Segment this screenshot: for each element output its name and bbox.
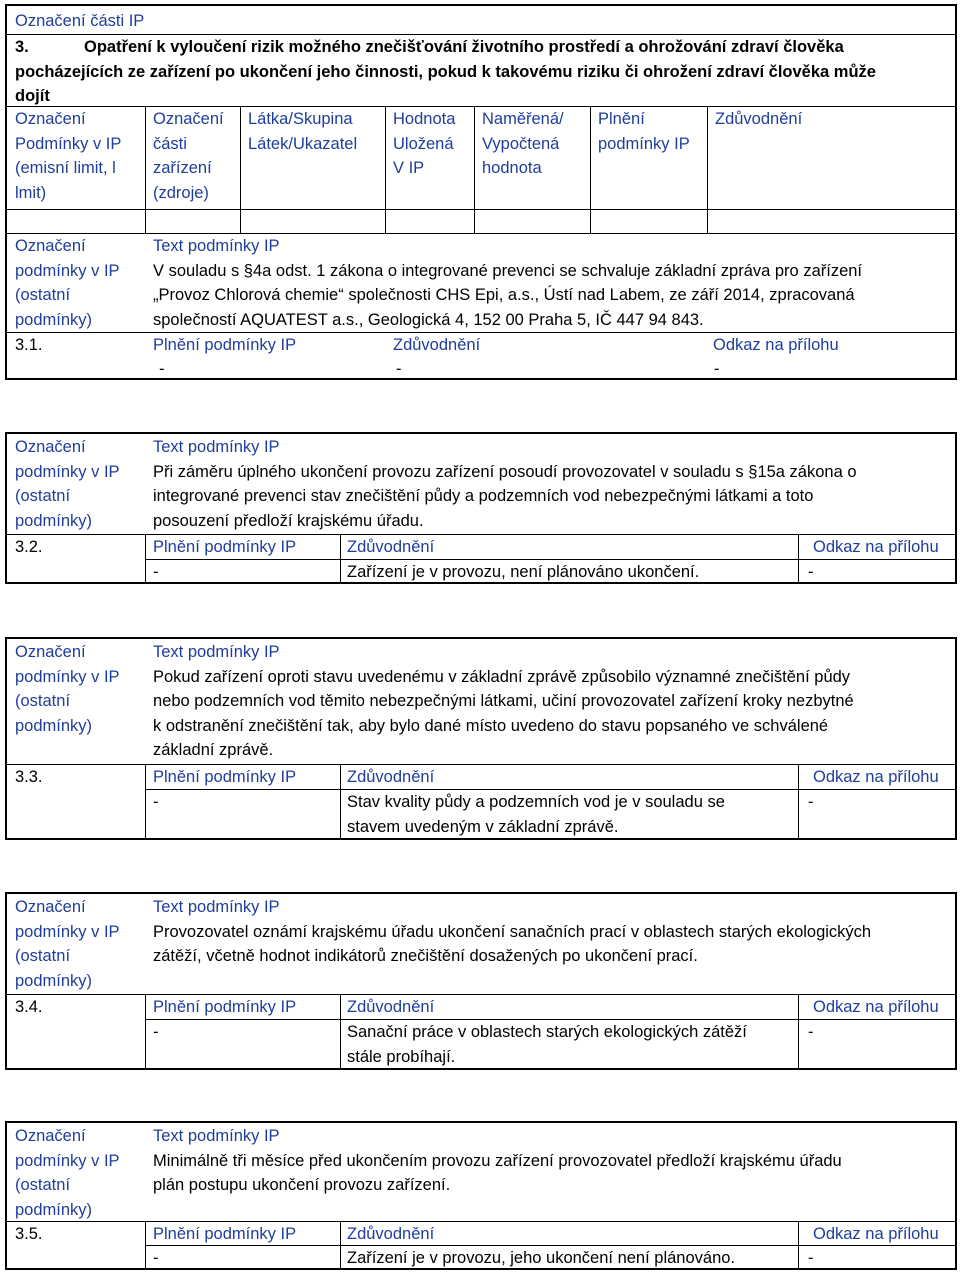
fulfillment-value: - [159,360,165,378]
section-label: Označení části IP [15,12,145,30]
text-line: společností AQUATEST a.s., Geologická 4, 152 00 Praha 5, IČ 447 94 843. [153,310,704,329]
fulfillment-label: Plnění podmínky IP [153,768,297,786]
text-line: V souladu s §4a odst. 1 zákona o integrované prevenci se schvaluje základní zpráva pro zařízení [153,261,863,280]
attachment-value: - [714,360,720,378]
col-line: Označení [153,110,224,128]
col-line: Naměřená/ [482,110,564,128]
text-line: zátěží, včetně hodnot indikátorů znečištění dosažených po ukončení prací. [153,947,698,965]
section-3-table [5,4,957,380]
text-line: posouzení předloží krajskému úřadu. [153,511,424,530]
col-header-value [393,107,455,181]
condition-label [15,435,120,533]
justification-label: Zdůvodnění [347,998,435,1016]
fulfillment-label: Plnění podmínky IP [153,1225,297,1243]
condition-text [153,234,862,332]
heading-line: Opatření k vyloučení rizik možného znečišťování životního prostředí a ohrožování zdraví člověka [84,38,844,56]
label-line: Označení [15,898,86,916]
col-line: Zdůvodnění [715,110,803,128]
col-line: Látek/Ukazatel [248,134,358,153]
col-line: zařízení [153,159,212,177]
condition-number: 3.3. [15,768,43,786]
fulfillment-value: - [153,1023,159,1041]
fulfillment-value: - [153,793,159,811]
col-header-part [153,107,224,205]
attachment-value: - [808,1023,814,1041]
label-line: podmínky v IP [15,1151,120,1170]
condition-text [153,1124,842,1198]
justification-value [347,790,725,839]
fulfillment-label: Plnění podmínky IP [153,998,297,1016]
text-header: Text podmínky IP [153,1127,280,1145]
label-line: podmínky v IP [15,667,120,686]
fulfillment-value: - [153,1249,159,1267]
attachment-value: - [808,1249,814,1267]
condition-label [15,1124,120,1222]
section-heading [15,35,945,109]
justification-label: Zdůvodnění [393,336,481,354]
label-line: Označení [15,237,86,255]
text-line: plán postupu ukončení provozu zařízení. [153,1176,451,1194]
col-header-fulfillment [598,107,690,156]
col-header-condition [15,107,121,205]
justification-line: stavem uvedeným v základní zprávě. [347,817,619,836]
condition-label [15,640,120,738]
label-line: (ostatní [15,487,71,505]
label-line: (ostatní [15,286,71,304]
text-line: Minimálně tři měsíce před ukončením provozu zařízení provozovatel předloží krajskému úřadu [153,1151,842,1170]
attachment-label: Odkaz na přílohu [813,998,939,1016]
condition-text [153,895,871,969]
condition-3-2 [5,432,957,584]
text-line: Při záměru úplného ukončení provozu zařízení posoudí provozovatel v souladu s §15a zákona o [153,462,857,481]
label-line: Označení [15,643,86,661]
col-line: V IP [393,159,425,177]
condition-3-4 [5,892,957,1070]
label-line: podmínky v IP [15,261,120,280]
condition-label [15,895,120,993]
justification-value: Zařízení je v provozu, jeho ukončení není plánováno. [347,1249,735,1267]
text-header: Text podmínky IP [153,898,280,916]
label-line: Označení [15,438,86,456]
col-line: Uložená [393,134,454,153]
text-header: Text podmínky IP [153,438,280,456]
justification-label: Zdůvodnění [347,1225,435,1243]
col-header-measured [482,107,564,181]
text-line: nebo podzemních vod těmito nebezpečnými látkami, učiní provozovatel zařízení kroky nezbytné [153,692,854,710]
attachment-label: Odkaz na přílohu [813,768,939,786]
heading-line: pocházejících ze zařízení po ukončení jeho činnosti, pokud k takovému riziku či ohrožení zdraví člověka může [15,62,876,81]
col-header-justification [715,107,802,132]
col-line: lmit) [15,183,47,202]
justification-value: - [396,360,402,378]
attachment-label: Odkaz na přílohu [813,538,939,556]
col-line: Plnění [598,110,645,128]
justification-value: Zařízení je v provozu, není plánováno ukončení. [347,563,700,581]
attachment-value: - [808,793,814,811]
condition-number: 3.5. [15,1225,43,1243]
condition-label [15,234,120,332]
text-line: integrované prevenci stav znečištění půdy a podzemních vod nebezpečnými látkami a toto [153,487,814,505]
text-header: Text podmínky IP [153,237,280,255]
justification-line: stále probíhají. [347,1047,456,1066]
condition-text [153,435,857,533]
col-line: Označení [15,110,86,128]
col-line: části [153,134,187,153]
fulfillment-value: - [153,563,159,581]
text-line: k odstranění znečištění tak, aby bylo dané místo uvedeno do stavu popsaného ve schválené [153,716,829,735]
condition-number: 3.1. [15,336,43,354]
justification-line: Sanační práce v oblastech starých ekologických zátěží [347,1023,747,1041]
label-line: (ostatní [15,692,71,710]
condition-3-5 [5,1121,957,1270]
label-line: (ostatní [15,947,71,965]
attachment-value: - [808,563,814,581]
col-line: Vypočtená [482,134,560,153]
text-header: Text podmínky IP [153,643,280,661]
col-line: podmínky IP [598,134,690,153]
col-line: Hodnota [393,110,456,128]
label-line: podmínky v IP [15,462,120,481]
col-line: (zdroje) [153,183,209,202]
fulfillment-label: Plnění podmínky IP [153,336,297,354]
condition-number: 3.4. [15,998,43,1016]
text-line: Provozovatel oznámí krajskému úřadu ukončení sanačních prací v oblastech starých ekologických [153,922,872,941]
justification-value [347,1020,747,1069]
fulfillment-label: Plnění podmínky IP [153,538,297,556]
label-line: podmínky) [15,971,93,990]
label-line: podmínky) [15,1200,93,1219]
col-line: Podmínky v IP [15,134,122,153]
label-line: podmínky v IP [15,922,120,941]
col-line: hodnota [482,159,542,177]
label-line: podmínky) [15,511,93,530]
condition-3-3 [5,637,957,840]
condition-text [153,640,854,763]
col-header-substance [248,107,357,156]
text-line: základní zprávě. [153,741,274,759]
text-line: „Provoz Chlorová chemie“ společnosti CHS Epi, a.s., Ústí nad Labem, ze září 2014, zpracovaná [153,286,855,304]
condition-number: 3.2. [15,538,43,556]
justification-label: Zdůvodnění [347,768,435,786]
label-line: podmínky) [15,310,93,329]
justification-line: Stav kvality půdy a podzemních vod je v souladu se [347,793,725,811]
heading-line: dojít [15,87,50,105]
attachment-label: Odkaz na přílohu [713,336,839,354]
justification-label: Zdůvodnění [347,538,435,556]
col-line: (emisní limit, l [15,159,116,177]
label-line: (ostatní [15,1176,71,1194]
attachment-label: Odkaz na přílohu [813,1225,939,1243]
label-line: Označení [15,1127,86,1145]
text-line: Pokud zařízení oproti stavu uvedenému v základní zprávě způsobilo významné znečištění půdy [153,667,851,686]
label-line: podmínky) [15,716,93,735]
section-number: 3. [15,38,29,56]
col-line: Látka/Skupina [248,110,353,128]
